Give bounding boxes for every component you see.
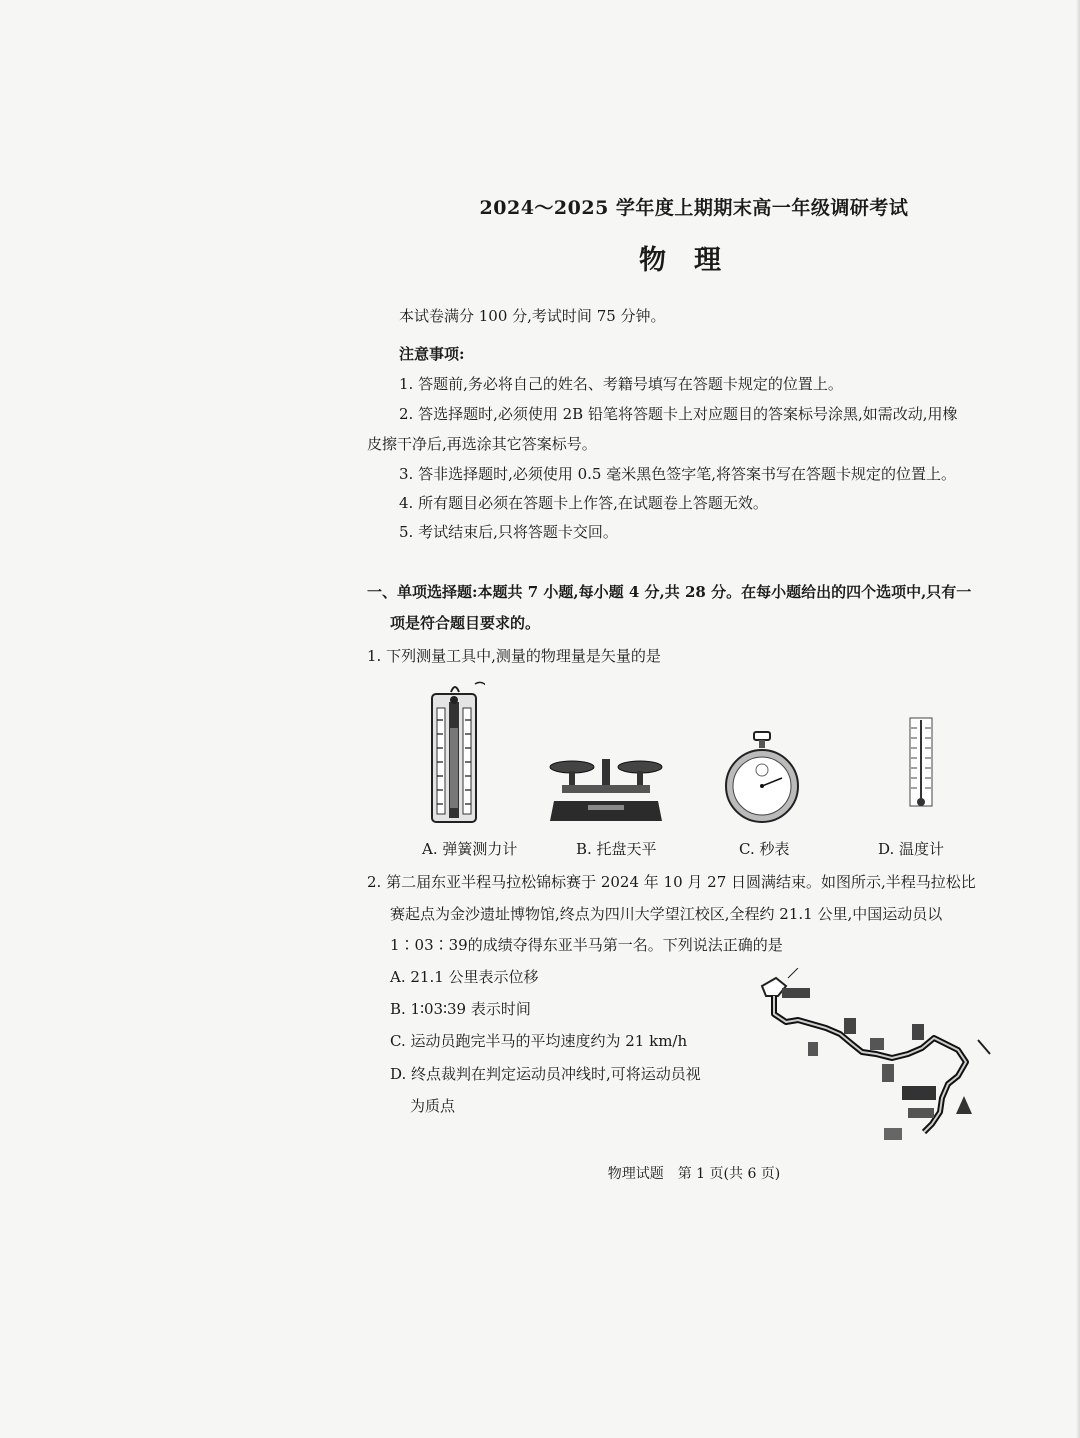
question-2-option: D. 终点裁判在判定运动员冲线时,可将运动员视 xyxy=(390,1065,701,1083)
note-item: 皮擦干净后,再选涂其它答案标号。 xyxy=(367,435,597,453)
option-a-caption: A. 弹簧测力计 xyxy=(422,840,518,858)
note-item: 5. 考试结束后,只将答题卡交回。 xyxy=(399,523,618,541)
marathon-route-map xyxy=(752,968,1000,1150)
section-heading: 一、单项选择题:本题共 7 小题,每小题 4 分,共 28 分。在每小题给出的四个选项中,只有一 xyxy=(367,583,972,601)
page-footer: 物理试题 第 1 页(共 6 页) xyxy=(607,1166,781,1182)
question-2-stem: 2. 第二届东亚半程马拉松锦标赛于 2024 年 10 月 27 日圆满结束。如图所示,半程马拉松比 xyxy=(367,873,976,891)
subject-title: 物理 xyxy=(639,245,749,276)
section-heading-cont: 项是符合题目要求的。 xyxy=(390,614,541,632)
question-2-option: C. 运动员跑完半马的平均速度约为 21 km/h xyxy=(390,1032,688,1050)
option-d-caption: D. 温度计 xyxy=(878,840,945,858)
exam-title: 2024～2025 学年度上期期末高一年级调研考试 xyxy=(479,197,909,219)
note-item: 2. 答选择题时,必须使用 2B 铅笔将答题卡上对应题目的答案标号涂黑,如需改动,用橡 xyxy=(399,405,958,423)
question-2-stem: 赛起点为金沙遗址博物馆,终点为四川大学望江校区,全程约 21.1 公里,中国运动员以 xyxy=(390,905,943,923)
question-2-option: A. 21.1 公里表示位移 xyxy=(390,968,539,986)
option-c-caption: C. 秒表 xyxy=(739,840,790,858)
balance-scale-image xyxy=(548,755,664,827)
question-2-stem: 1∶03∶39的成绩夺得东亚半马第一名。下列说法正确的是 xyxy=(390,936,783,954)
option-b-caption: B. 托盘天平 xyxy=(576,840,657,858)
question-2-option: 为质点 xyxy=(410,1097,456,1115)
question-2-option: B. 1∶03∶39 表示时间 xyxy=(390,1000,531,1018)
stopwatch-image xyxy=(722,730,802,826)
spring-scale-image xyxy=(425,678,485,828)
thermometer-image xyxy=(900,702,944,814)
note-item: 1. 答题前,务必将自己的姓名、考籍号填写在答题卡规定的位置上。 xyxy=(399,375,843,393)
exam-intro: 本试卷满分 100 分,考试时间 75 分钟。 xyxy=(399,307,666,325)
scan-edge-shadow xyxy=(1076,0,1080,1438)
note-item: 3. 答非选择题时,必须使用 0.5 毫米黑色签字笔,将答案书写在答题卡规定的位置上。 xyxy=(399,465,957,483)
note-item: 4. 所有题目必须在答题卡上作答,在试题卷上答题无效。 xyxy=(399,494,768,512)
question-1-stem: 1. 下列测量工具中,测量的物理量是矢量的是 xyxy=(367,647,661,665)
notes-heading: 注意事项: xyxy=(399,345,465,363)
